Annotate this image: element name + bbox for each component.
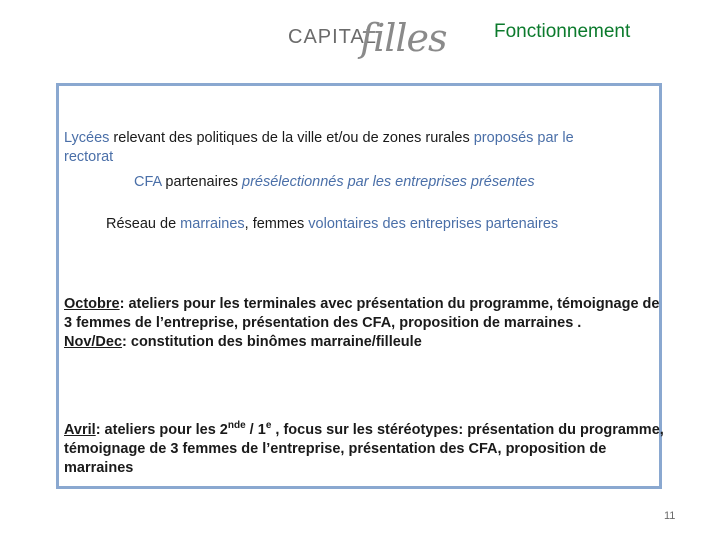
logo-filles-text: filles	[360, 16, 447, 60]
capital-filles-logo	[288, 14, 447, 74]
avril-sup-e: e	[265, 420, 272, 432]
lycees-proposes: proposés par le	[473, 130, 574, 146]
octobre-label: Octobre	[64, 296, 120, 312]
lycees-paragraph	[64, 129, 654, 167]
cfa-text: partenaires	[161, 174, 243, 190]
lycees-text: relevant des politiques de la ville et/ou de zones rurales	[109, 130, 474, 146]
logo-capital-text: CAPITAL	[288, 26, 377, 48]
cfa-paragraph	[134, 173, 654, 192]
cfa-keyword: CFA	[134, 174, 162, 190]
avril-paragraph	[64, 421, 664, 478]
octobre-text: : ateliers pour les terminales avec présentation du programme, témoignage de 3 femmes de l’entreprise, présentation des CFA, proposition de marraines .	[64, 296, 660, 331]
avril-text-b: / 1	[245, 422, 266, 438]
lycees-rectorat: rectorat	[64, 149, 114, 165]
cfa-preselection: présélectionnés par les entreprises présentes	[242, 174, 535, 190]
lycees-keyword: Lycées	[64, 130, 110, 146]
marraines-prefix: Réseau de	[106, 216, 181, 232]
page-number: 11	[664, 510, 676, 522]
novdec-label: Nov/Dec	[64, 334, 123, 350]
avril-text-c: , focus sur les stéréotypes: présentation du programme, témoignage de 3 femmes de l’entreprise, présentation des CFA, proposition de marraines	[64, 422, 664, 476]
slide-title: Fonctionnement	[494, 21, 631, 42]
marraines-volontaires: volontaires des entreprises partenaires	[308, 216, 559, 232]
marraines-text: , femmes	[244, 216, 309, 232]
novdec-text: : constitution des binômes marraine/filleule	[122, 334, 422, 350]
marraines-keyword: marraines	[180, 216, 245, 232]
octobre-paragraph	[64, 295, 664, 352]
avril-label: Avril	[64, 422, 96, 438]
marraines-paragraph	[106, 215, 654, 234]
avril-sup-nde: nde	[227, 420, 246, 432]
avril-text-a: : ateliers pour les 2	[95, 422, 228, 438]
